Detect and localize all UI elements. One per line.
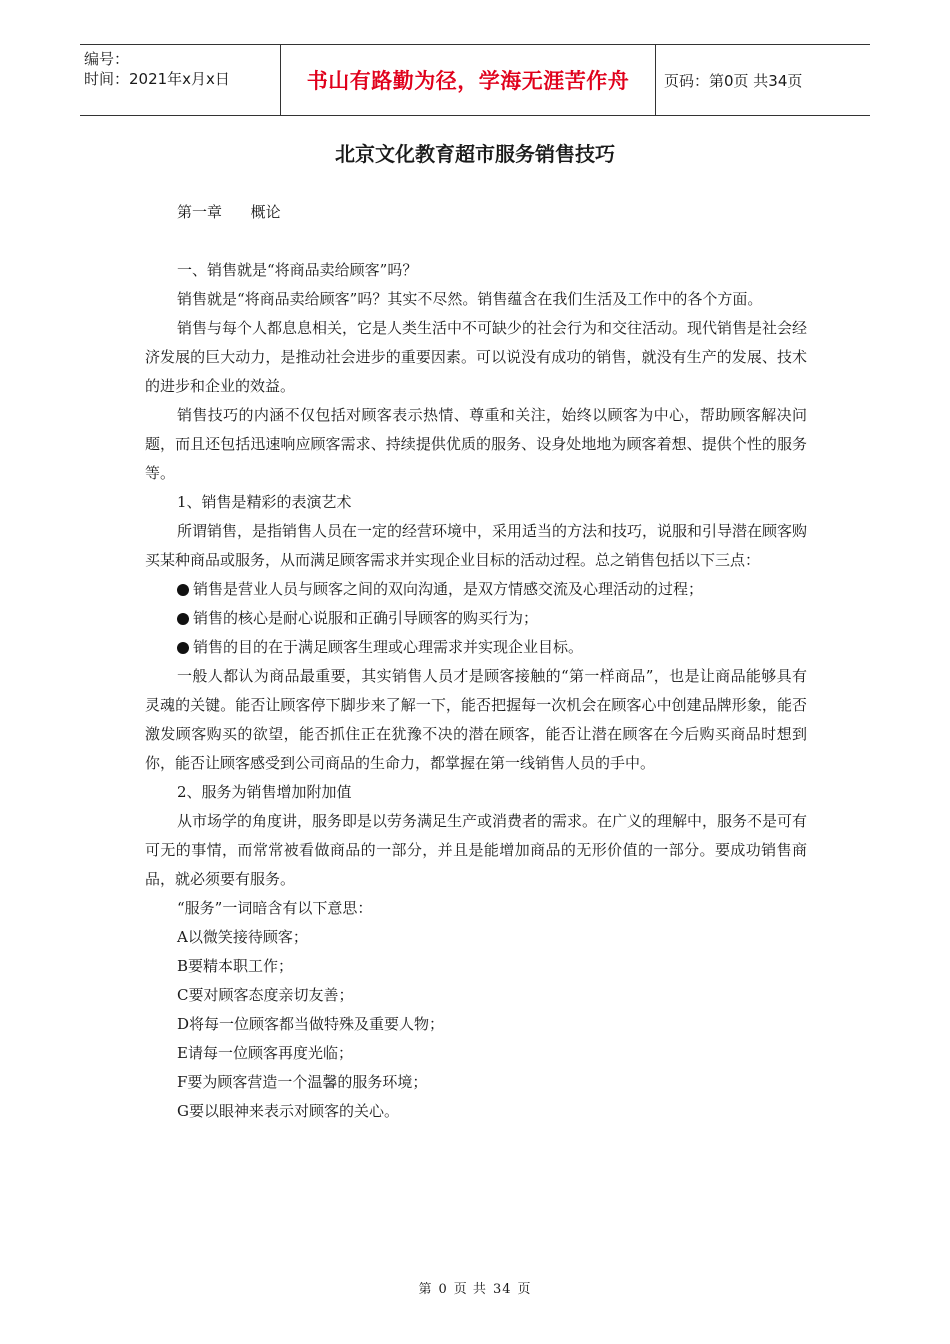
header-number: 编号： xyxy=(84,50,130,68)
bullet-icon xyxy=(177,584,189,596)
bullet-item xyxy=(145,604,807,633)
footer-suffix: 页 xyxy=(517,1282,532,1297)
bullet-item xyxy=(145,633,807,662)
bullet-text: 销售的核心是耐心说服和正确引导顾客的购买行为； xyxy=(193,609,539,627)
page-footer xyxy=(0,1278,950,1297)
subsection-heading: 1、销售是精彩的表演艺术 xyxy=(177,493,352,511)
paragraph: 所谓销售，是指销售人员在一定的经营环境中，采用适当的方法和技巧，说服和引导潜在顾客购买某种商品或服务，从而满足顾客需求并实现企业目标的活动过程。总之销售包括以下三点： xyxy=(145,522,808,569)
list-item: F要为顾客营造一个温馨的服务环境； xyxy=(177,1073,428,1091)
paragraph: 一般人都认为商品最重要，其实销售人员才是顾客接触的“第一样商品”，也是让商品能够具有灵魂的关键。能否让顾客停下脚步来了解一下，能否把握每一次机会在顾客心中创建品牌形象，能否激发顾客购买的欲望，能否抓住正在犹豫不决的潜在顾客，能否让潜在顾客在今后购买商品时想到你，能否让顾客感受到公司商品的生命力，都掌握在第一线销售人员的手中。 xyxy=(145,667,807,772)
document-body xyxy=(145,198,807,1126)
document-title: 北京文化教育超市服务销售技巧 xyxy=(335,142,615,166)
bullet-text: 销售的目的在于满足顾客生理或心理需求并实现企业目标。 xyxy=(193,638,584,656)
paragraph: 从市场学的角度讲，服务即是以劳务满足生产或消费者的需求。在广义的理解中，服务不是可有可无的事情，而常常被看做商品的一部分，并且是能增加商品的无形价值的一部分。要成功销售商品，就必须要有服务。 xyxy=(145,812,808,888)
footer-total-pages: 34 xyxy=(492,1282,512,1297)
footer-prefix: 第 xyxy=(418,1282,433,1297)
paragraph: “服务”一词暗含有以下意思： xyxy=(177,899,373,917)
chapter-heading: 第一章 概论 xyxy=(177,203,281,221)
header-meta xyxy=(84,49,284,89)
list-item: B要精本职工作； xyxy=(177,957,294,975)
section-heading: 一、销售就是“将商品卖给顾客”吗？ xyxy=(177,261,418,279)
header-divider xyxy=(655,45,656,115)
bullet-item xyxy=(145,575,807,604)
paragraph: 销售与每个人都息息相关，它是人类生活中不可缺少的社会行为和交往活动。现代销售是社会经济发展的巨大动力，是推动社会进步的重要因素。可以说没有成功的销售，就没有生产的发展、技术的进步和企业的效益。 xyxy=(145,319,808,395)
header-page-info: 页码：第0页 共34页 xyxy=(664,71,803,90)
list-item: E请每一位顾客再度光临； xyxy=(177,1044,353,1062)
page-header xyxy=(80,44,870,116)
header-time: 时间：2021年x月x日 xyxy=(84,70,230,88)
header-motto: 书山有路勤为径，学海无涯苦作舟 xyxy=(306,69,630,93)
spacer xyxy=(145,198,807,256)
footer-page-number: 0 xyxy=(438,1282,448,1297)
bullet-text: 销售是营业人员与顾客之间的双向沟通，是双方情感交流及心理活动的过程； xyxy=(193,580,704,598)
paragraph: 销售技巧的内涵不仅包括对顾客表示热情、尊重和关注，始终以顾客为中心，帮助顾客解决问题，而且还包括迅速响应顾客需求、持续提供优质的服务、设身处地地为顾客着想、提供个性的服务等。 xyxy=(145,406,807,482)
paragraph: 销售就是“将商品卖给顾客”吗？其实不尽然。销售蕴含在我们生活及工作中的各个方面。 xyxy=(177,290,763,308)
subsection-heading: 2、服务为销售增加附加值 xyxy=(177,783,352,801)
bullet-icon xyxy=(177,642,189,654)
list-item: A以微笑接待顾客； xyxy=(177,928,308,946)
list-item: C要对顾客态度亲切友善； xyxy=(177,986,354,1004)
bullet-icon xyxy=(177,613,189,625)
footer-mid: 页 共 xyxy=(453,1282,487,1297)
list-item: G要以眼神来表示对顾客的关心。 xyxy=(177,1102,399,1120)
list-item: D将每一位顾客都当做特殊及重要人物； xyxy=(177,1015,445,1033)
